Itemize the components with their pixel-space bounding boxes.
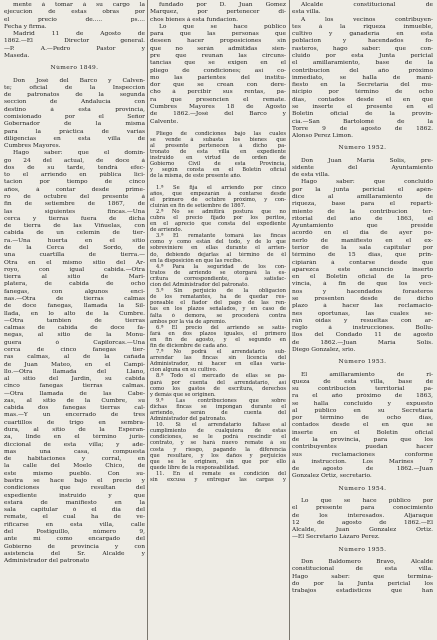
text-line: fanegas, con algunos enci- <box>4 288 145 295</box>
text-line: mas.—Y un encerrado de tres <box>4 412 145 419</box>
text-line: Don Baldomero Bravo, Alcalde <box>301 558 433 565</box>
text-line: ra el año próximo de 1863, <box>292 393 433 400</box>
text-line: queza de esta villa, base de <box>292 378 433 385</box>
text-line: zas, al sitio de la Cumbre, su <box>4 397 145 404</box>
text-line: Boletin oficial de la provin- <box>292 111 433 118</box>
condition-line: do, debiendo dejarlas al término de él <box>150 251 286 258</box>
text-line: —Otra llamada de las Cabe- <box>4 390 145 397</box>
text-line: ante mí como encargado del <box>4 536 145 543</box>
text-line: mas una casa, compuesta <box>4 448 145 455</box>
text-line: para la práctica de varias <box>4 128 145 135</box>
text-line: Lo que se hace público por <box>301 498 433 504</box>
text-line: Administrador del patronato <box>4 558 90 565</box>
text-line: término de 15 días, que prin- <box>292 252 433 259</box>
text-line: contados desde el en que se <box>292 422 433 429</box>
condition-line: en la disposición en que las recibe. <box>150 257 243 264</box>
condition-line: se vende á subasta los bienes que <box>150 136 286 143</box>
condition-line: 4.ª Para la seguridad de los con- <box>156 263 286 270</box>
condition-line: tronato de esta villa en expediente <box>150 149 286 156</box>
text-line: para que las personas que <box>150 31 286 38</box>
condition-line: como y como están del todo, y de lo que <box>150 239 286 246</box>
text-line: vincia, á fin de que los veci- <box>292 281 433 288</box>
notice-number: Número 1955. <box>338 546 387 553</box>
condition-line: y demás que se originen. <box>150 391 216 398</box>
text-line: El amillaramiento de ri- <box>301 371 433 378</box>
text-line: dice al amillaramiento de <box>292 194 433 201</box>
text-line: de agosto de 1862.—Juan <box>292 466 433 473</box>
text-line: contribuyentes puedan hacer <box>292 444 433 451</box>
text-line: Cumbres Mayores 18 de Agosto <box>150 103 286 110</box>
text-line: acordó en el día de ayer po- <box>292 230 433 237</box>
condition-line: 6.ª El precio del arriendo se satis- <box>156 324 286 331</box>
condition-line: cluirán en fin de setiembre de 1867. <box>150 202 246 209</box>
condition-line: instruido en virtud de orden de <box>150 155 286 162</box>
text-line: destino á esta provincia, <box>4 106 145 113</box>
condition-line: gará por cuenta del arrendatario, así <box>150 379 286 386</box>
condition-line: de los rematantes, ha de quedar res- <box>150 294 286 301</box>
text-line: royo, con igual cabida.—Otra <box>4 266 145 273</box>
text-line: ras calmas, al de la cañada <box>4 354 145 361</box>
notice-number: Número 1849. <box>50 65 99 72</box>
text-line: cinco fanegas tierras calmas. <box>4 383 145 390</box>
text-line: por la junta pericial el apén- <box>292 186 433 193</box>
text-line: cerca de cinco fanegas tier- <box>4 346 145 353</box>
text-line: platera, de cabida de ocho <box>4 281 145 288</box>
condition-line: de la misma, de este presente año. <box>150 173 242 180</box>
notice-number: Número 1954. <box>338 485 387 492</box>
text-line: á instruccion. Los Marines 7 <box>292 458 433 465</box>
text-line: Á los vecinos contribuyen- <box>301 16 433 23</box>
text-line: de habitaciones y corral, en <box>4 456 145 463</box>
text-line: Alcalde constitucional de <box>301 2 433 8</box>
text-line: to el arriendo en pública lici- <box>4 172 145 179</box>
text-line: riqueza, base para el reparti- <box>292 201 433 208</box>
text-line: asistencia del Sr. Alcalde y <box>4 550 145 557</box>
text-line: terior de la sala capitular por <box>292 245 433 251</box>
text-line: fundado por D. Juan Gomez <box>159 2 286 8</box>
text-line: bastra se hace bajo el precio y <box>4 478 145 484</box>
text-line: cabida dos fanegas tierras cal- <box>4 405 145 412</box>
text-line: pliego de condiciones; así co- <box>150 67 286 74</box>
text-line: fiesto en la Secretaría del mu- <box>292 82 433 89</box>
text-line: de doce fanegas, llamada la Sil- <box>4 303 145 310</box>
condition-line: ponsable el fiador del pago de las ren- <box>150 300 286 307</box>
text-line: nicipio por término de ocho <box>292 89 433 96</box>
text-line: inmediato, se halla de mani- <box>292 74 433 81</box>
text-line: comisionado por el Señor <box>4 113 145 120</box>
text-line: del Postiguillo, número 9, <box>4 528 145 535</box>
text-line: plazo á hacer las reclamacio- <box>292 303 433 310</box>
text-line: se presenten desde de dicho <box>292 295 433 302</box>
text-line: de la Cerca del Sordo, de <box>4 245 145 251</box>
condition-line: al presente pertenecen á dicho pa- <box>150 142 286 149</box>
text-line: el amillaramiento, base de la <box>292 60 433 67</box>
text-line: ra que presencien el remate. <box>150 96 286 103</box>
condition-line: cubra el precio fijado por los peritos, <box>150 215 286 221</box>
condition-line: critura correspondiente, á satisfac- <box>150 275 286 282</box>
text-line: condiciones que resultan del <box>4 485 145 492</box>
text-line: las siguientes fincas.—Una <box>4 208 145 215</box>
condition-line: sobreviniere en ellas durante el arrien- <box>150 245 286 252</box>
text-line: cerca y tierras fuera de dicha <box>4 215 145 222</box>
text-line: de tierra de las Viñuelas, con <box>4 223 145 230</box>
condition-line: en fin de agosto, y el segundo en <box>150 336 286 343</box>
condition-line: costa y riesgo, pagando la diferencia <box>150 446 286 453</box>
text-line: remate, el cual ha de ve- <box>4 514 145 521</box>
condition-line: arriendo, serán de cuenta del <box>150 410 286 416</box>
condition-line: sin excusa y entregar las cargas y <box>150 477 286 484</box>
text-line: rán oídas y resueltas con ar- <box>292 317 433 324</box>
text-line: cabida de un celemin de tier- <box>4 230 145 237</box>
text-line: Hago saber: que termina- <box>292 573 433 580</box>
text-line: Ayuntamiento que preside <box>292 223 433 230</box>
text-line: aparezca este anuncio inserto <box>292 266 433 273</box>
condition-line: 10. Si el arrendatario faltase al <box>156 422 286 429</box>
right-column <box>292 2 433 640</box>
text-line: Gonzalez Ortiz, secretario. <box>292 473 372 480</box>
text-line: nas.—Otra de tierras calmas <box>4 295 145 302</box>
text-line: este mismo pueblo. Con su- <box>4 470 145 477</box>
notice-number: Número 1952. <box>338 145 387 152</box>
condition-line: 11. En el remate es condición del <box>156 470 286 477</box>
text-line: que no serán admitidas sien- <box>150 45 286 52</box>
text-line: cia.—San Bartolomé de la <box>292 118 433 125</box>
text-line: de 1862.—José del Barco y <box>150 111 286 118</box>
text-line: cipiarán á contarse desde que <box>292 259 433 266</box>
text-line: Fecha y firma. <box>4 23 47 30</box>
condition-line: cion del Administrador del patronato. <box>150 282 249 289</box>
text-line: negas, al sitio de la Monu- <box>4 332 145 339</box>
text-line: cluido por esta Junta pericial <box>292 52 433 59</box>
text-line: de Juan Mateo, en el Campi- <box>4 361 145 368</box>
text-line: Otra en el mismo sitio del Ar- <box>4 259 145 266</box>
text-line: do por la Junta pericial los <box>292 580 433 587</box>
text-line: el precio de..... ps.... <box>4 16 145 23</box>
left-column <box>4 2 145 640</box>
condition-line: 9.ª Las contribuciones que sobre <box>156 397 286 404</box>
text-line: miento de la contribucion ter- <box>292 208 433 215</box>
condition-line: ambos por la vía de apremio. <box>150 318 227 325</box>
text-line: Calvente. <box>150 118 179 125</box>
text-line: Gobernador de la misma <box>4 121 145 128</box>
text-line: dias, contados desde el en que <box>292 96 433 103</box>
text-line: Alonso Perez Limon. <box>292 133 353 140</box>
text-line: de los interesados. Aljaraque <box>292 512 433 519</box>
text-line: años, á contar desde prime- <box>4 186 145 193</box>
text-line: diccional de esta villa; y ade- <box>4 441 145 448</box>
condition-line: dichas fincas se impongan durante el <box>150 403 286 410</box>
condition-line: condiciones, se le podrá rescindir el <box>150 434 286 441</box>
condition-line: el primero de octubre próximo, y con- <box>150 196 286 203</box>
text-line: dos de su tarde, tendrá efec- <box>4 164 145 171</box>
text-line: llos del Condado 11 de agosto <box>292 332 433 339</box>
text-line: poblacion y hacendados fo- <box>292 38 433 45</box>
condition-line: falta ó demora, se procederá contra <box>150 312 286 319</box>
condition-line: 1.ª Se fija el arriendo por cinco <box>156 184 286 191</box>
text-line: —P. A.—Pedro Pastor y <box>4 45 145 52</box>
text-line: por término de ocho días, <box>292 415 433 422</box>
condition-line: 7.ª No podrá el arrendatario sub- <box>156 349 286 356</box>
text-line: de 1862.—Juan María Solís. <box>292 339 433 346</box>
text-line: contribucion del año próximo <box>292 67 433 74</box>
condition-line: fará en dos plazos iguales, el primero <box>150 330 286 337</box>
condition-line: 3.ª El rematante tomará las fincas <box>156 233 286 240</box>
text-line: go 24 del actual, de doce á <box>4 157 145 164</box>
text-line: nos y hacendados forasteros <box>292 288 433 295</box>
condition-line: fin de diciembre de cada año. <box>150 342 228 349</box>
text-line: expediente instruido y que <box>4 492 145 499</box>
middle-column <box>150 2 286 640</box>
condition-line: tratos de arriendo se otorgará la es- <box>150 269 286 276</box>
condition-line: Administrador, ni hacer en ellas varia- <box>150 361 286 368</box>
text-line: Maseda. <box>4 52 30 59</box>
condition-line: quede libre de la responsabilidad. <box>150 464 240 471</box>
text-line: pre que reunan las circuns- <box>150 52 286 59</box>
text-line: rificarse en esta villa, calle <box>4 521 145 528</box>
text-line: se inserte el presente en el <box>292 103 433 110</box>
text-line: de esta villa. <box>292 172 330 179</box>
text-line: calmas de cabida de doce fa- <box>4 325 145 332</box>
condition-line: que resultare, y los daños y perjuicios <box>150 452 286 459</box>
condition-line: en el aprecio que consta del expediente <box>150 221 286 228</box>
text-line: cho á percibir sus rentas, pa- <box>150 89 286 96</box>
text-line: Don Juan María Solís, pre- <box>301 157 433 164</box>
text-line: su contribucion territorial pa- <box>292 386 433 393</box>
condition-line: tas en los plazos señalados, y en caso de <box>150 306 286 313</box>
text-line: ejecucion de estas obras por <box>4 9 145 16</box>
text-line: sidente del Ayuntamiento <box>292 164 433 171</box>
text-line: Hago saber: que el domin- <box>13 150 145 157</box>
text-line: ra.—Una huerta en el sitio <box>4 237 145 244</box>
condition-line: Administrador del patronato. <box>150 416 227 423</box>
condition-line: que se le originen, sin que por ello <box>150 458 286 465</box>
text-line: deseen hacer proposiciones sin <box>150 38 286 45</box>
text-line: cultivo y ganadería en esta <box>292 31 433 38</box>
condition-line: 8.ª Todo el mercado de ellas se pa- <box>156 373 286 380</box>
text-line: llada, en lo alto de la Cumbre. <box>4 310 145 317</box>
text-line: Don José del Barco y Calven- <box>13 77 145 84</box>
text-line: mente á tomar á su cargo la <box>13 2 145 8</box>
condition-line: contrato, y se hará nuevo remate á su <box>150 440 286 447</box>
condition-line: Gobierno Civil de esta Provincia, <box>150 161 286 168</box>
text-line: de patronatos de la segunda <box>4 92 145 99</box>
text-line: Marquez, por pertenecer di- <box>150 9 286 16</box>
text-line: —Otra tambien de tierras <box>4 317 145 324</box>
condition-line: cumplimiento de cualquiera de estas <box>150 428 286 435</box>
text-line: diligencias en esta villa de <box>4 135 145 142</box>
condition-line: 2.ª No se admitirá postura que no <box>156 208 286 215</box>
text-line: tancias que se exigen en el <box>150 60 286 67</box>
text-line: llo.—Otra llamada del Llano, <box>4 368 145 375</box>
text-line: tes á la riqueza inmueble, <box>292 23 433 30</box>
text-line: dura, al sitio de la Esperan- <box>4 427 145 434</box>
text-line: constitucional de esta villa. <box>292 566 433 573</box>
text-line: se halla concluido y expuesto <box>292 400 433 407</box>
text-line: Diego Gonzalez, srio. <box>292 346 356 353</box>
text-line: ro de octubre del presente á <box>4 194 145 201</box>
text-line: al público en su Secretaria <box>292 407 433 414</box>
text-line: rasteros, hago saber: que con- <box>292 45 433 52</box>
text-line: chos bienes á esta fundacion. <box>150 16 238 23</box>
text-line: cuartillos de trigo en sembra- <box>4 419 145 426</box>
text-line: Hago saber: que concluido <box>301 179 433 186</box>
text-line: nerlo de manifiesto en el ex- <box>292 237 433 244</box>
condition-line: de arriendo. <box>150 227 183 234</box>
text-line: el presente para conocimiento <box>292 505 433 512</box>
text-line: Gobierno de provincia y con <box>4 543 145 550</box>
text-line: tacion por tiempo de cinco <box>4 179 145 186</box>
text-line: mo las parientes del institu- <box>150 74 286 81</box>
condition-line: como los gastos de escritura, derechos <box>150 385 286 392</box>
text-line: —El Secretario Lázaro Perez. <box>292 534 380 541</box>
text-line: tierra al sitio de Mari- <box>4 274 145 281</box>
text-line: za, linde en el término juris- <box>4 434 145 441</box>
text-line: Madrid 11 de Agosto de <box>13 31 145 38</box>
text-line: trabajos estadísticos que han <box>292 588 433 595</box>
condition-line: 5.ª Sin perjuicio de la obligacion <box>156 288 286 295</box>
text-line: al sitio del Jardin, su cabida <box>4 376 145 383</box>
text-line: 12 de agosto de 1862.—El <box>292 519 433 526</box>
text-line: nes oportunas, las cuales se- <box>292 310 433 317</box>
condition-line: Pliego de condiciones bajo las cuales <box>156 130 286 137</box>
text-line: Lo que se hace público <box>159 23 286 30</box>
text-line: en el Boletin oficial de la pro- <box>292 274 433 281</box>
column-divider <box>147 0 148 640</box>
text-line: de la provincia, para que los <box>292 437 433 444</box>
text-line: la calle del Moelo Chico, de <box>4 463 145 470</box>
text-line: inserte en el Boletin oficial <box>292 429 433 436</box>
text-line: una cuartilla de tierra.— <box>4 252 145 259</box>
notice-number: Número 1953. <box>338 359 387 366</box>
column-divider <box>289 0 290 640</box>
text-line: sala capitular ó el dia del <box>4 507 145 514</box>
text-line: guera ó Capilorcas.—Una <box>4 339 145 346</box>
text-line: fin de setiembre de 1867, de <box>4 201 145 208</box>
text-line: esta villa. <box>292 9 321 16</box>
text-line: te; oficial de la Inspeccion <box>4 84 145 91</box>
condition-line: cion alguna en su cultivo. <box>150 367 218 374</box>
text-line: Torre 9 de agosto de 1862. <box>292 125 433 132</box>
text-line: ritorial del año de 1863, el <box>292 215 433 222</box>
text-line: 1862.—El Director general. <box>4 38 145 45</box>
text-line: dor que se crean con dere- <box>150 82 286 89</box>
condition-line: años, que empezarán á contarse desde <box>150 190 286 197</box>
text-line: seccion de Andalucía con <box>4 99 145 106</box>
text-line: Alcalde, Juan Gonzalez Ortiz. <box>292 527 433 534</box>
text-line: sus reclamaciones conforme <box>292 451 433 458</box>
text-line: estará de manifiesto en la <box>4 499 145 506</box>
text-line: reglo á instrucciones. Bollu- <box>292 325 433 332</box>
condition-line: y según consta en el Boletín oficial <box>150 167 286 174</box>
text-line: Cumbres Mayores. <box>4 143 61 150</box>
condition-line: arrendar las fincas sin licencia del <box>150 355 286 362</box>
